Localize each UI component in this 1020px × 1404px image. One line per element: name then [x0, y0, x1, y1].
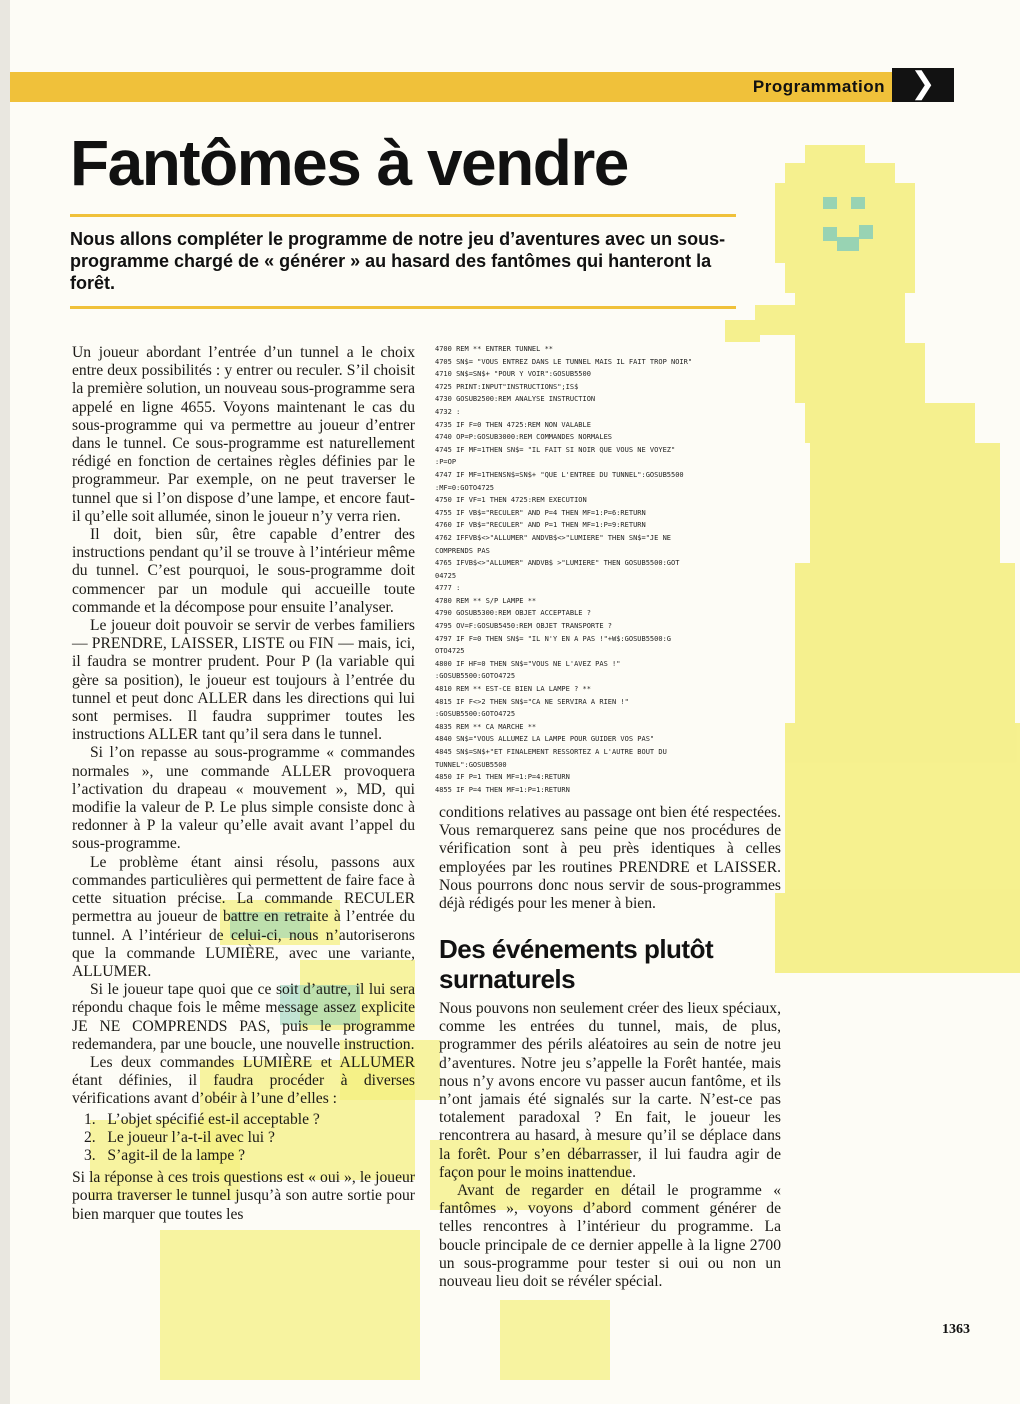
code-line: 4762 IFFVB$<>"ALLUMER" ANDVB$<>"LUMIERE" THEN SN$="JE NE	[435, 533, 672, 542]
code-line: 4780 REM ** S/P LAMPE **	[435, 596, 537, 605]
code-line: 4735 IF F=0 THEN 4725:REM NON VALABLE	[435, 420, 591, 429]
code-line: 4765 IFVB$<>"ALLUMER" ANDVB$ >"LUMIERE" THEN GOSUB5500:GOT	[435, 559, 680, 568]
section-label: Programmation	[752, 77, 885, 96]
list-number: 3.	[84, 1146, 96, 1164]
code-line: 4795 OV=F:GOSUB5450:REM OBJET TRANSPORTE ?	[435, 622, 613, 631]
code-line: 4740 OP=P:GOSUB3000:REM COMMANDES NORMALES	[435, 433, 613, 442]
code-line: 04725	[435, 571, 457, 580]
list-item	[78, 1129, 415, 1147]
paragraph: Le problème étant ainsi résolu, passons aux commandes particulières qui permettent de faire face à cette situation précise. La commande RECULER permettra au joueur de battre en retraite à l’entrée du tunnel. A l’intérieur de celui-ci, nous n’autoriserons que la commande LUMIÈRE, avec une variante, ALLUMER.	[72, 853, 415, 980]
code-line: OTO4725	[435, 647, 465, 656]
code-line: 4745 IF MF=1THEN SN$= "IL FAIT SI NOIR QUE VOUS NE VOYEZ"	[435, 445, 676, 454]
code-line: 4845 SN$=SN$+"ET FINALEMENT RESSORTEZ A L'AUTRE BOUT DU	[435, 748, 667, 756]
code-line: 4777 :	[435, 584, 461, 593]
code-line: 4790 GOSUB5300:REM OBJET ACCEPTABLE ?	[435, 609, 591, 618]
section-subheading: Des événements plutôt surnaturels	[439, 934, 714, 994]
code-line: :P=OP	[435, 458, 457, 467]
code-line: :GOSUB5500:GOTO4725	[435, 672, 516, 681]
code-line: 4815 IF F<>2 THEN SN$="CA NE SERVIRA A RIEN !"	[435, 697, 629, 706]
code-line: 4855 IF P=4 THEN MF=1:P=1:RETURN	[435, 785, 570, 794]
highlight-patch	[160, 1230, 420, 1380]
code-line: 4800 IF HF=0 THEN SN$="VOUS NE L'AVEZ PAS !"	[435, 659, 621, 668]
list-text: S’agit-il de la lampe ?	[107, 1146, 246, 1164]
article-lead: Nous allons compléter le programme de notre jeu d’aventures avec un sous-programme chargé de « générer » au hasard des fantômes qui hanteront la forêt.	[70, 229, 726, 293]
code-line: 4810 REM ** EST-CE BIEN LA LAMPE ? **	[435, 685, 591, 694]
page-number: 1363	[942, 1322, 970, 1337]
paragraph: Avant de regarder en détail le programme « fantômes », voyons d’abord comment générer de telles rencontres à l’intérieur du programme. La boucle principale de ce dernier appelle à la ligne 2700 un sous-programme pour tester si oui ou non un nouveau lieu doit se révéler spécial.	[439, 1182, 781, 1291]
code-line: 4710 SN$=SN$+ "POUR Y VOIR":GOSUB5500	[435, 370, 591, 379]
title-rule	[70, 214, 736, 217]
left-column	[72, 344, 415, 1224]
paragraph: Il doit, bien sûr, être capable d’entrer des instructions pendant qu’il se trouve à l’intérieur même du tunnel. C’est pourquoi, le sous-programme doit commencer par un module qui accueille toute commande et la décompose pour ensuite l’analyser.	[72, 526, 415, 616]
list-number: 2.	[84, 1128, 96, 1146]
code-line: 4797 IF F=0 THEN SN$= "IL N'Y EN A PAS !"+W$:GOSUB5500:G	[435, 634, 672, 643]
code-line: 4747 IF MF=1THENSN$=SN$+ "QUE L'ENTREE DU TUNNEL":GOSUB5500	[435, 470, 684, 479]
code-line: 4730 GOSUB2500:REM ANALYSE INSTRUCTION	[435, 395, 596, 404]
code-line: 4840 SN$="VOUS ALLUMEZ LA LAMPE POUR GUIDER VOS PAS"	[435, 735, 655, 744]
right-column-top	[439, 804, 781, 913]
right-column-bottom	[439, 1000, 781, 1291]
highlight-patch	[500, 1300, 610, 1380]
list-number: 1.	[84, 1110, 96, 1128]
paragraph: conditions relatives au passage ont bien été respectées. Vous remarquerez sans peine que nos procédures de vérification sont à peu près identiques à celles employées par les routines PRENDRE et LAISSER. Nous pourrons donc nous servir de sous-programmes déjà rédigés pour les mener à bien.	[439, 804, 781, 913]
paragraph: Si le joueur tape quoi que ce soit d’autre, il lui sera répondu chaque fois le même message assez explicite JE NE COMPRENDS PAS, puis le programme redemandera, par une boucle, une nouvelle instruction.	[72, 981, 415, 1053]
page-edge	[0, 0, 10, 1404]
code-line: COMPRENDS PAS	[435, 546, 490, 555]
code-line: 4755 IF VB$="RECULER" AND P=4 THEN MF=1:P=6:RETURN	[435, 508, 646, 517]
code-line: 4725 PRINT:INPUT"INSTRUCTIONS";IS$	[435, 382, 579, 391]
chevron-right-icon: ❯	[892, 68, 954, 102]
code-line: :GOSUB5500:GOTO4725	[435, 710, 516, 719]
paragraph: Si l’on repasse au sous-programme « commandes normales », une commande ALLER provoquera l’activation du drapeau « mouvement », MD, qui modifie la valeur de P. Le plus simple consiste donc à redonner à P la valeur qu’elle avait avant l’appel du sous-programme.	[72, 744, 415, 853]
code-line: 4750 IF VF=1 THEN 4725:REM EXECUTION	[435, 496, 587, 505]
code-line: 4705 SN$= "VOUS ENTREZ DANS LE TUNNEL MAIS IL FAIT TROP NOIR"	[435, 357, 693, 366]
list-item	[78, 1111, 415, 1129]
list-item	[78, 1147, 415, 1165]
code-line: 4732 :	[435, 407, 461, 416]
code-line: 4760 IF VB$="RECULER" AND P=1 THEN MF=1:P=9:RETURN	[435, 521, 646, 530]
paragraph: Le joueur doit pouvoir se servir de verbes familiers — PRENDRE, LAISSER, LISTE ou FIN — mais, ici, il faudra se montrer prudent. Pour P (la variable qui gère sa position), le joueur est toujours à l’entrée du tunnel et peut donc ALLER dans les directions qui lui sont permises. Il faudra supprimer toutes les instructions ALLER tant qu’il sera dans le tunnel.	[72, 617, 415, 744]
paragraph: Les deux commandes LUMIÈRE et ALLUMER étant définies, il faudra procéder à diverses vérifications avant d’obéir à l’une d’elles :	[72, 1053, 415, 1108]
basic-code-listing	[435, 343, 795, 796]
code-line: :MF=0:GOTO4725	[435, 483, 495, 492]
paragraph: Un joueur abordant l’entrée d’un tunnel a le choix entre deux possibilités : y entrer ou reculer. S’il choisit la première solution, un nouveau sous-programme sera appelé en ligne 4655. Voyons maintenant le cas du sous-programme qui va permettre au joueur d’entrer dans le tunnel. Ce sous-programme est naturellement rédigé en fonction de certaines règles définies par le programmeur. Par exemple, on ne peut traverser le tunnel que si l’on dispose d’une lampe, et encore faut-il qu’elle soit allumée, sinon le joueur n’y verra rien.	[72, 344, 415, 525]
check-list	[72, 1111, 415, 1166]
paragraph: Nous pouvons non seulement créer des lieux spéciaux, comme les entrées du tunnel, mais, de plus, programmer des périls aléatoires au sein de notre jeu d’aventures. Notre jeu s’appelle la Forêt hantée, mais nous n’y avons encore vu passer aucun fantôme, et ils n’ont jamais été signalés sur la carte. N’est-ce pas totalement paradoxal ? En fait, le joueur les rencontrera au hasard, à mesure qu’il se déplace dans la forêt. Pour s’en débarrasser, il lui faudra agir de façon pour le moins inattendue.	[439, 1000, 781, 1181]
lead-rule	[70, 306, 736, 309]
code-line: 4835 REM ** CA MARCHE **	[435, 722, 537, 731]
code-line: 4700 REM ** ENTRER TUNNEL **	[435, 345, 554, 353]
code-line: TUNNEL":GOSUB5500	[435, 760, 507, 769]
code-line: 4850 IF P=1 THEN MF=1:P=4:RETURN	[435, 773, 570, 782]
article-title: Fantômes à vendre	[70, 127, 628, 199]
paragraph: Si la réponse à ces trois questions est « oui », le joueur pourra traverser le tunnel jusqu’à son autre sortie pour bien marquer que toutes les	[72, 1169, 415, 1223]
list-text: L’objet spécifié est-il acceptable ?	[107, 1110, 320, 1128]
list-text: Le joueur l’a-t-il avec lui ?	[107, 1128, 275, 1146]
